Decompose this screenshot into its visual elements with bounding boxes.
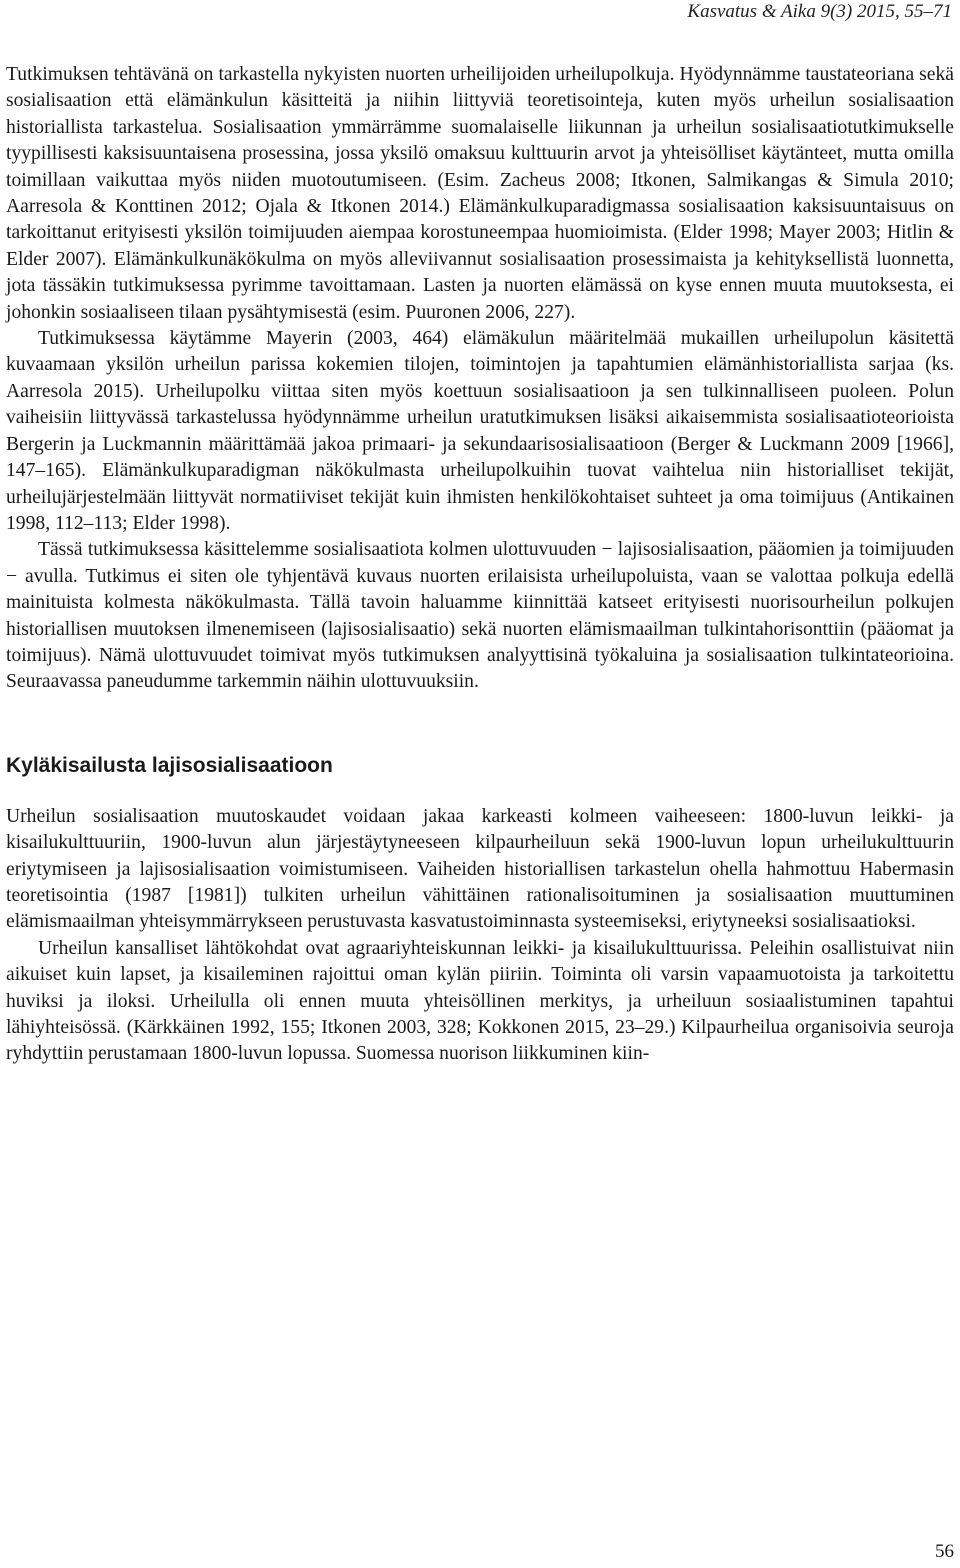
running-header: Kasvatus & Aika 9(3) 2015, 55–71	[687, 1, 952, 22]
paragraph-1: Tutkimuksen tehtävänä on tarkastella nykyisten nuorten urheilijoiden urheilupolkuja. Hyödynnämme taustateoriana sekä sosialisaation että elämänkulun käsitteitä ja niihin liittyviä teoretisointeja, kuten myös urheilun sosialisaation historiallista tarkastelua. Sosialisaation ymmärrämme suomalaiselle liikunnan ja urheilun sosialisaatiotutkimukselle tyypillisesti kaksisuuntaisena prosessina, jossa yksilö omaksuu kulttuurin arvot ja yhteisölliset käytänteet, mutta omilla toimillaan vaikuttaa myös niiden muotoutumiseen. (Esim. Zacheus 2008; Itkonen, Salmikangas & Simula 2010; Aarresola & Konttinen 2012; Ojala & Itkonen 2014.) Elämänkulkuparadigmassa sosialisaation kaksisuuntaisuus on tarkoittanut erityisesti yksilön toimijuuden aiempaa korostuneempaa huomioimista. (Elder 1998; Mayer 2003; Hitlin & Elder 2007). Elämänkulkunäkökulma on myös alleviivannut sosialisaation prosessimaista ja kehityksellistä luonnetta, jota tässäkin tutkimuksessa pyrimme tavoittamaan. Lasten ja nuorten elämässä on kyse ennen muuta muutoksesta, ei johonkin sosiaaliseen tilaan pysähtymisestä (esim. Puuronen 2006, 227).	[6, 64, 954, 323]
article-body	[6, 62, 954, 1068]
paragraph-2: Tutkimuksessa käytämme Mayerin (2003, 464) elämäkulun määritelmää mukaillen urheilupolun käsitettä kuvaamaan yksilön urheilun parissa kokemien tilojen, toimintojen ja tapahtumien elämänhistoriallista sarjaa (ks. Aarresola 2015). Urheilupolku viittaa siten myös koettuun sosialisaatioon ja sen tulkinnalliseen puoleen. Polun vaiheisiin liittyvässä tarkastelussa hyödynnämme urheilun uratutkimuksen lisäksi aikaisemmista sosialisaatioteorioista Bergerin ja Luckmannin määrittämää jakoa primaari- ja sekundaarisosialisaatioon (Berger & Luckmann 2009 [1966], 147–165). Elämänkulkuparadigman näkökulmasta urheilupolkuihin tuovat vaihtelua niin historialliset tekijät, urheilujärjestelmään liittyvät normatiiviset tekijät kuin ihmisten henkilökohtaiset suhteet ja oma toimijuus (Antikainen 1998, 112–113; Elder 1998).	[6, 328, 954, 534]
section-heading: Kyläkisailusta lajisosialisaatioon	[6, 753, 333, 777]
page-number: 56	[935, 1541, 954, 1562]
paragraph-3: Tässä tutkimuksessa käsittelemme sosialisaatiota kolmen ulottuvuuden − lajisosialisaation, pääomien ja toimijuuden − avulla. Tutkimus ei siten ole tyhjentävä kuvaus nuorten erilaisista urheilupoluista, vaan se valottaa polkuja edellä mainituista kolmesta näkökulmasta. Tällä tavoin haluamme kiinnittää katseet erityisesti nuorisourheilun polkujen historiallisen muutoksen ilmenemiseen (lajisosialisaatio) sekä nuorten elämismaailman tulkintahorisonttiin (pääomat ja toimijuus). Nämä ulottuvuudet toimivat myös tutkimuksen analyyttisinä työkaluina ja sosialisaation tulkintateorioina. Seuraavassa paneudumme tarkemmin näihin ulottuvuuksiin.	[6, 539, 954, 693]
paragraph-4: Urheilun sosialisaation muutoskaudet voidaan jakaa karkeasti kolmeen vaiheeseen: 1800-luvun leikki- ja kisailukulttuuriin, 1900-luvun alun järjestäytyneeseen kilpaurheiluun sekä 1900-luvun lopun urheilukulttuurin eriytymiseen ja lajisosialisaation voimistumiseen. Vaiheiden historiallisen tarkastelun ohella hahmottuu Habermasin teoretisointia (1987 [1981]) tulkiten urheilun vähittäinen rationalisoituminen ja sosialisaation muuttuminen elämismaailman yhteisymmärrykseen perustuvasta kasvatustoiminnasta systeemiseksi, eriytyneeksi sosialisaatioksi.	[6, 805, 954, 933]
paragraph-5: Urheilun kansalliset lähtökohdat ovat agraariyhteiskunnan leikki- ja kisailukulttuurissa. Peleihin osallistuivat niin aikuiset kuin lapset, ja kisaileminen rajoittui oman kylän piiriin. Toiminta oli varsin vapaamuotoista ja tarkoitettu huviksi ja iloksi. Urheilulla oli ennen muuta yhteisöllinen merkitys, ja urheiluun sosiaalistuminen tapahtui lähiyhteisössä. (Kärkkäinen 1992, 155; Itkonen 2003, 328; Kokkonen 2015, 23–29.) Kilpaurheilua organisoivia seuroja ryhdyttiin perustamaan 1800-luvun lopussa. Suomessa nuorison liikkuminen kiin-	[6, 937, 954, 1065]
